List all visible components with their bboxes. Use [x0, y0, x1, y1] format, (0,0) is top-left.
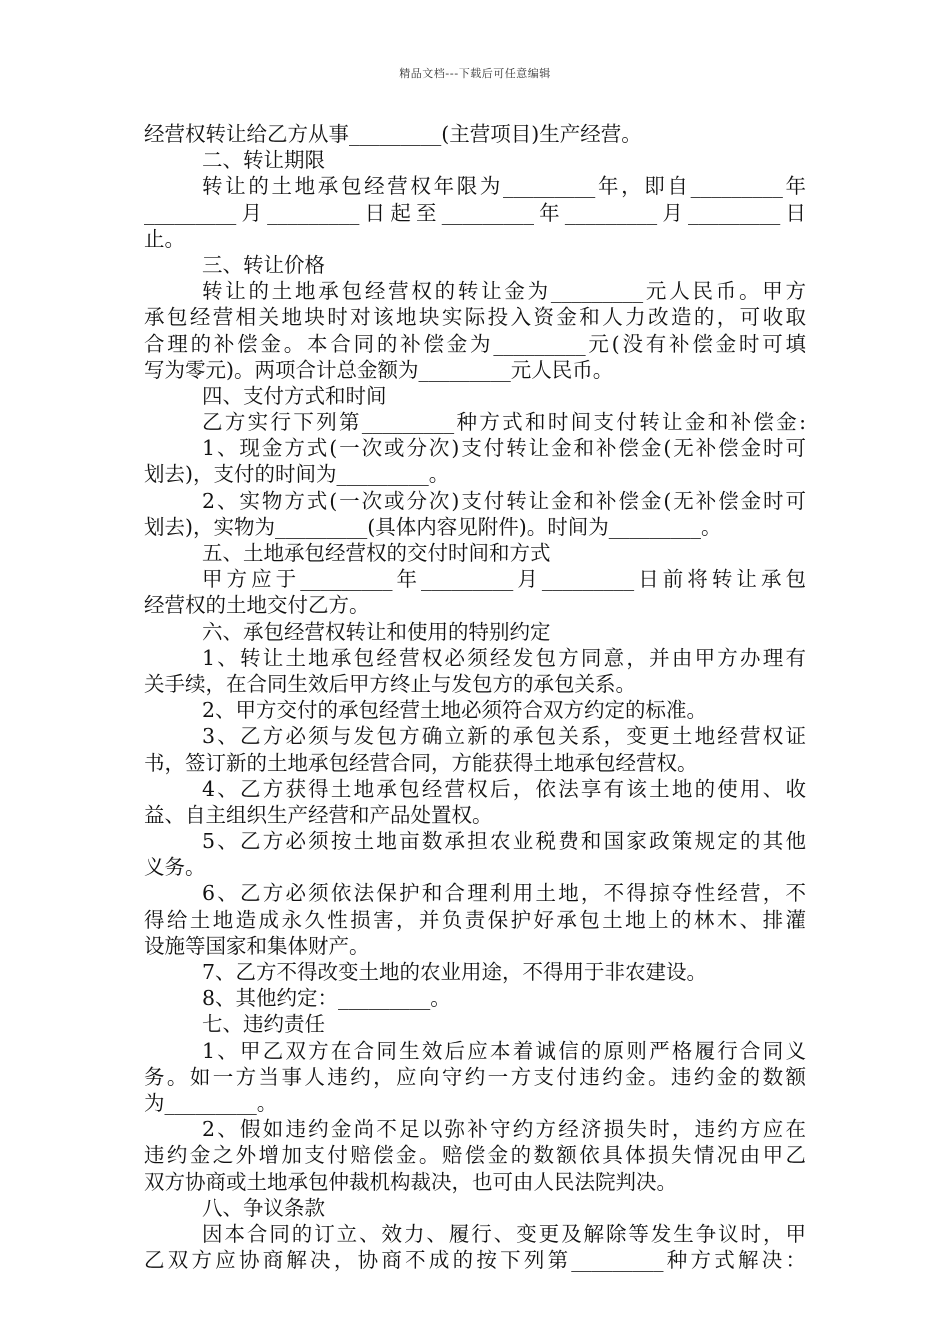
- text-line: 1、转让土地承包经营权必须经发包方同意，并由甲方办理有: [202, 645, 806, 670]
- text-line: 经营权转让给乙方从事_________(主营项目)生产经营。: [144, 122, 642, 146]
- text-line: 合理的补偿金。本合同的补偿金为_________元(没有补偿金时可填: [144, 331, 806, 356]
- text-line: 转让的土地承包经营权的转让金为_________元人民币。甲方: [202, 279, 806, 304]
- text-line: 经营权的土地交付乙方。: [144, 593, 370, 618]
- text-line: _________月_________日起至_________年_________月_________日: [144, 200, 806, 225]
- text-line: 1、甲乙双方在合同生效后应本着诚信的原则严格履行合同义: [202, 1038, 806, 1063]
- text-line: 4、乙方获得土地承包经营权后，依法享有该土地的使用、收: [202, 776, 806, 801]
- text-line: 5、乙方必须按土地亩数承担农业税费和国家政策规定的其他: [202, 829, 806, 854]
- text-line: 益、自主组织生产经营和产品处置权。: [144, 802, 493, 827]
- text-line: 止。: [144, 226, 185, 251]
- text-line: 3、乙方必须与发包方确立新的承包关系，变更土地经营权证: [202, 724, 806, 749]
- text-line: 书，签订新的土地承包经营合同，方能获得土地承包经营权。: [144, 750, 698, 775]
- text-line: 6、乙方必须依法保护和合理利用土地，不得掠夺性经营，不: [202, 881, 806, 906]
- text-line: 2、甲方交付的承包经营土地必须符合双方约定的标准。: [202, 698, 708, 723]
- text-line: 2、实物方式(一次或分次)支付转让金和补偿金(无补偿金时可: [202, 488, 806, 513]
- contract-body: [144, 121, 806, 1273]
- text-line: 义务。: [144, 855, 206, 880]
- text-line: 承包经营相关地块时对该地块实际投入资金和人力改造的，可收取: [144, 305, 806, 330]
- text-line: 甲方应于_________年_________月_________日前将转让承包: [202, 567, 806, 592]
- text-line: 五、土地承包经营权的交付时间和方式: [202, 541, 551, 565]
- text-line: 四、支付方式和时间: [202, 383, 387, 408]
- text-line: 转让的土地承包经营权年限为_________年，即自_________年: [202, 174, 806, 199]
- text-line: 二、转让期限: [202, 148, 325, 173]
- text-line: 写为零元)。两项合计总金额为_________元人民币。: [144, 357, 614, 382]
- text-line: 2、假如违约金尚不足以弥补守约方经济损失时，违约方应在: [202, 1117, 806, 1142]
- text-line: 违约金之外增加支付赔偿金。赔偿金的数额依具体损失情况由甲乙: [144, 1143, 806, 1168]
- text-line: 因本合同的订立、效力、履行、变更及解除等发生争议时，甲: [202, 1221, 806, 1246]
- text-line: 八、争议条款: [202, 1195, 325, 1220]
- text-line: 1、现金方式(一次或分次)支付转让金和补偿金(无补偿金时可: [202, 436, 806, 461]
- text-line: 7、乙方不得改变土地的农业用途，不得用于非农建设。: [202, 960, 708, 984]
- text-line: 为_________。: [144, 1090, 278, 1115]
- text-line: 乙双方应协商解决，协商不成的按下列第_________种方式解决：: [144, 1248, 806, 1273]
- text-line: 乙方实行下列第_________种方式和时间支付转让金和补偿金:: [202, 410, 806, 435]
- text-line: 划去)，实物为_________(具体内容见附件)。时间为_________。: [144, 514, 722, 539]
- text-line: 得给土地造成永久性损害，并负责保护好承包土地上的林木、排灌: [144, 907, 806, 932]
- text-line: 六、承包经营权转让和使用的特别约定: [202, 619, 551, 644]
- text-line: 七、违约责任: [202, 1012, 325, 1037]
- text-line: 三、转让价格: [202, 252, 325, 277]
- text-line: 关手续，在合同生效后甲方终止与发包方的承包关系。: [144, 671, 636, 696]
- page-header: 精品文档---下载后可任意编辑: [399, 67, 551, 80]
- text-line: 划去)，支付的时间为_________。: [144, 462, 450, 487]
- text-line: 务。如一方当事人违约，应向守约一方支付违约金。违约金的数额: [144, 1064, 806, 1089]
- text-line: 设施等国家和集体财产。: [144, 933, 370, 958]
- text-line: 8、其他约定：_________。: [202, 986, 451, 1011]
- text-line: 双方协商或土地承包仲裁机构裁决，也可由人民法院判决。: [144, 1169, 677, 1194]
